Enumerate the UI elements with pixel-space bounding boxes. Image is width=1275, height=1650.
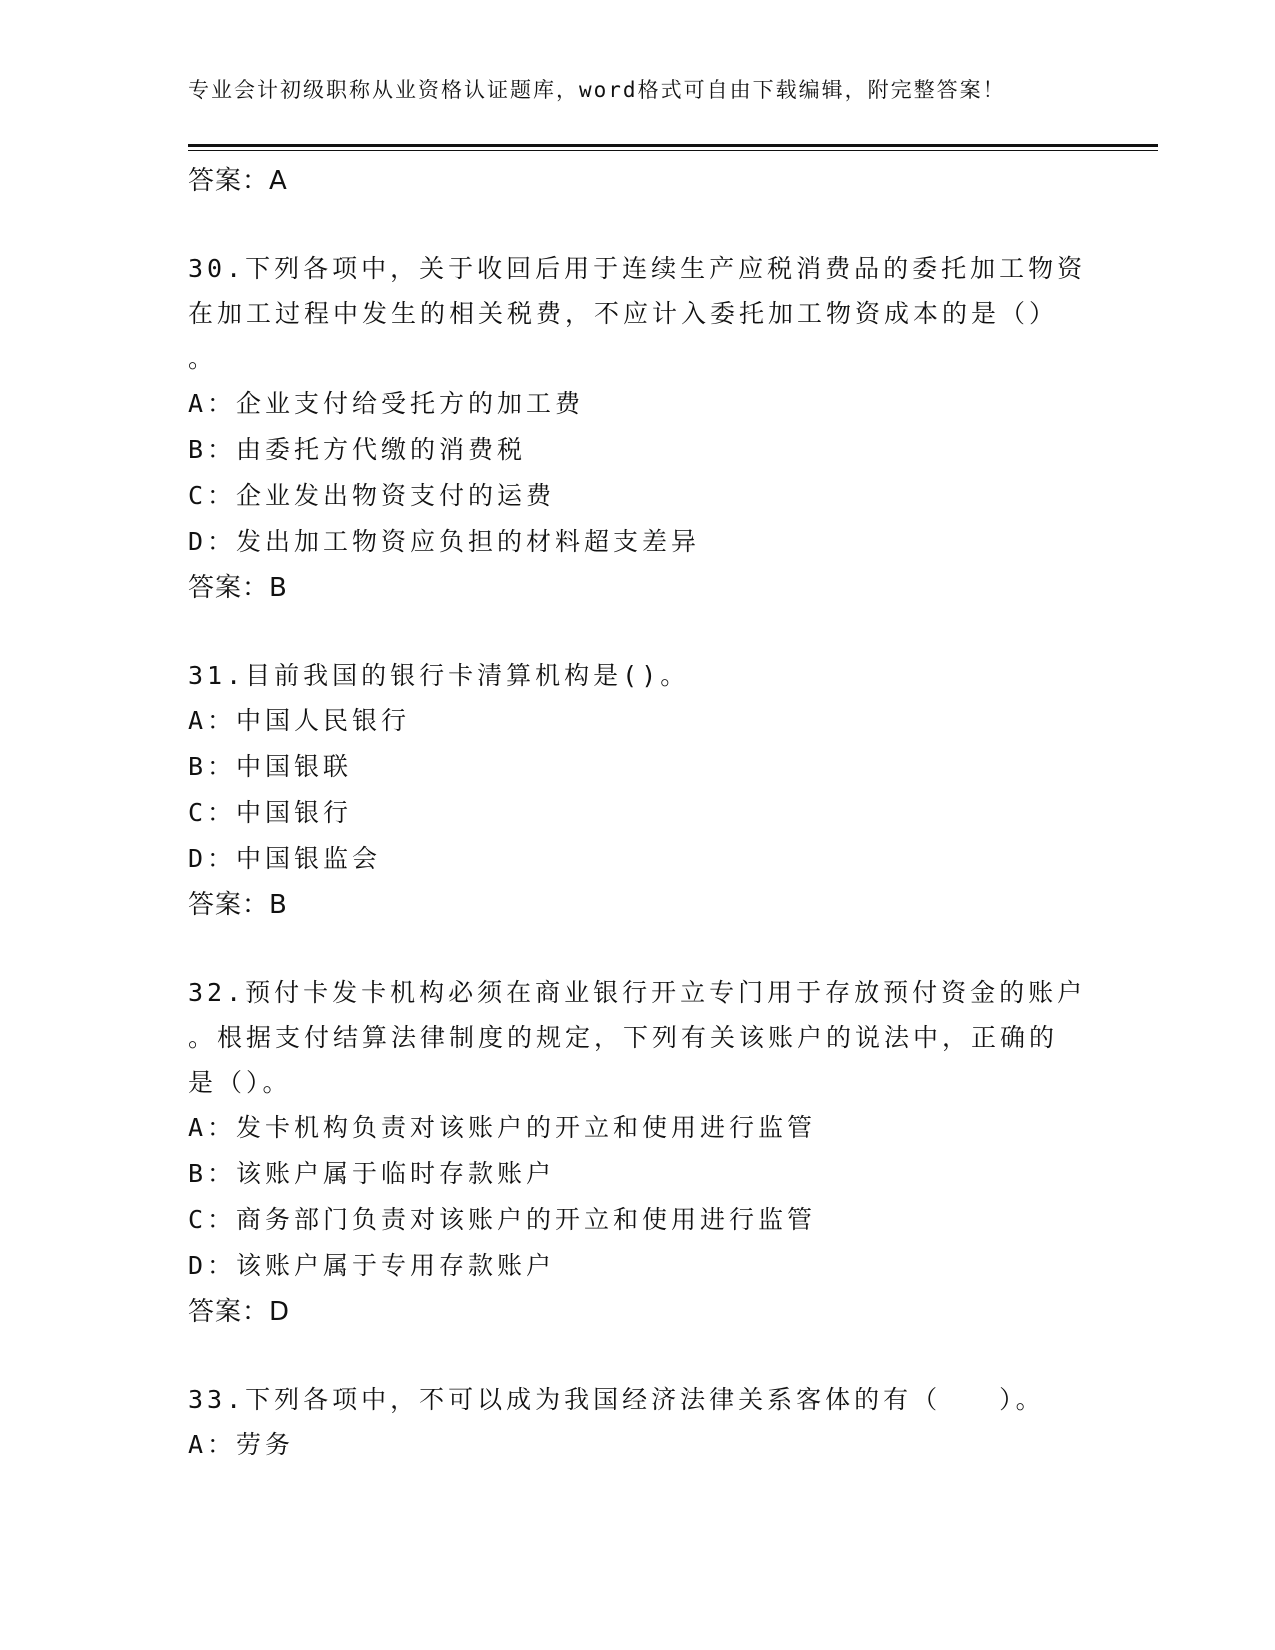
answer-option: A：劳务 [188,1430,295,1459]
question-stem [188,1377,1088,1422]
answer-line: 答案：B [188,573,288,603]
question-block [188,1377,1088,1468]
question-stem [188,246,1088,381]
answer-option: C：企业发出物资支付的运费 [188,481,556,510]
question-stem-line: 在加工过程中发生的相关税费，不应计入委托加工物资成本的是（） [188,299,1059,328]
answer-option: A：发卡机构负责对该账户的开立和使用进行监管 [188,1113,817,1142]
answer-line: 答案：D [188,1297,291,1327]
previous-answer: 答案：A [188,166,288,196]
question-block [188,246,1088,611]
answer-option: A：中国人民银行 [188,706,411,735]
question-stem-line: 。 [188,344,218,373]
header-rule-thin [188,150,1158,151]
answer-option: D：发出加工物资应负担的材料超支差异 [188,527,701,556]
question-stem-line: 32.预付卡发卡机构必须在商业银行开立专门用于存放预付资金的账户 [188,978,1087,1007]
header-rule-thick [188,144,1158,147]
answer-option: C：中国银行 [188,798,353,827]
answer-option: D：中国银监会 [188,844,382,873]
document-body [188,158,1088,1468]
answer-option: A：企业支付给受托方的加工费 [188,389,585,418]
question-block [188,653,1088,928]
answer-line: 答案：B [188,890,288,920]
page-header: 专业会计初级职称从业资格认证题库，word格式可自由下载编辑，附完整答案！ [188,78,1006,102]
answer-option: B：由委托方代缴的消费税 [188,435,527,464]
question-stem [188,653,1088,698]
question-stem-line: 是（）。 [188,1068,292,1097]
question-stem-line: 31.目前我国的银行卡清算机构是()。 [188,661,690,690]
answer-option: C：商务部门负责对该账户的开立和使用进行监管 [188,1205,817,1234]
question-list [188,246,1088,1468]
answer-option: B：中国银联 [188,752,353,781]
question-stem-line: 33.下列各项中，不可以成为我国经济法律关系客体的有（ ）。 [188,1385,1045,1414]
question-stem-line: 。根据支付结算法律制度的规定，下列有关该账户的说法中，正确的 [188,1023,1059,1052]
answer-option: D：该账户属于专用存款账户 [188,1251,556,1280]
question-stem-line: 30.下列各项中，关于收回后用于连续生产应税消费品的委托加工物资 [188,254,1087,283]
question-block [188,970,1088,1335]
question-stem [188,970,1088,1105]
answer-option: B：该账户属于临时存款账户 [188,1159,556,1188]
